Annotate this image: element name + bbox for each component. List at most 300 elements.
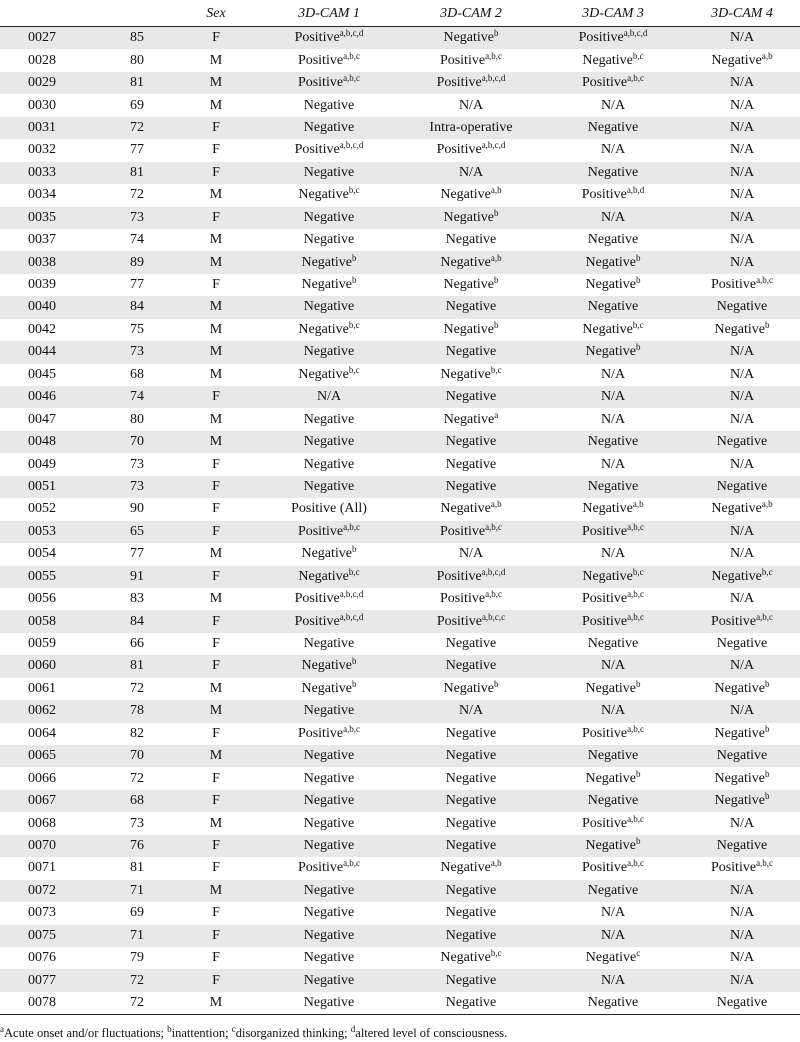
cam4-result: [684, 453, 800, 475]
patient-id: 0060: [0, 655, 100, 677]
cam3-result: [542, 453, 684, 475]
cam2-result: [400, 27, 542, 50]
result-text: N/A: [458, 164, 484, 180]
cam2-result: [400, 700, 542, 722]
patient-id: 0066: [28, 770, 56, 786]
result-text: Negative: [443, 30, 495, 46]
cam3-result: [542, 969, 684, 991]
result-criteria: b: [494, 207, 499, 218]
result-text: Negative: [587, 434, 639, 450]
age: 72: [130, 187, 144, 203]
result-text: Positive: [581, 187, 627, 203]
sex: F: [174, 162, 258, 184]
result-text: N/A: [600, 97, 626, 113]
result-text: Negative: [587, 164, 639, 180]
sex: F: [174, 117, 258, 139]
result-text: Negative: [303, 411, 355, 427]
result-criteria: b,c: [761, 566, 773, 577]
result-text: Negative: [585, 680, 637, 696]
result-text: N/A: [729, 119, 755, 135]
cam2-result: [400, 296, 542, 318]
cam3-result: [542, 947, 684, 969]
cam2-result: [400, 408, 542, 430]
sex: M: [209, 97, 223, 113]
result-text: Negative: [303, 770, 355, 786]
cam2-result: [400, 610, 542, 632]
result-text: Negative: [445, 478, 497, 494]
sex: M: [209, 411, 223, 427]
cam4-result: [684, 319, 800, 341]
age: 73: [130, 456, 144, 472]
cam1-result: [258, 139, 400, 161]
cam3-result: [542, 812, 684, 834]
result-text: N/A: [729, 187, 755, 203]
cam2-result: [400, 790, 542, 812]
table-row: [0, 274, 800, 296]
table-row: [0, 678, 800, 700]
result-criteria: a,b,c: [343, 858, 361, 869]
cam1-result: [258, 386, 400, 408]
result-text: Negative: [301, 658, 353, 674]
cam3-result: [542, 274, 684, 296]
table-row: [0, 925, 800, 947]
patient-id: 0029: [0, 72, 100, 94]
result-criteria: a,b: [490, 252, 502, 263]
result-criteria: b: [765, 768, 770, 779]
result-text: Negative: [587, 882, 639, 898]
age: 72: [130, 680, 144, 696]
result-criteria: b: [352, 678, 357, 689]
cam4-result: [684, 678, 800, 700]
cam4-result: [684, 588, 800, 610]
result-text: Positive: [436, 613, 482, 629]
cam2-result: [400, 229, 542, 251]
header-3dcam-1: 3D-CAM 1: [258, 4, 400, 27]
sex: M: [174, 296, 258, 318]
table-row: [0, 296, 800, 318]
cam1-result: [258, 94, 400, 116]
result-criteria: b: [636, 252, 641, 263]
sex: M: [174, 251, 258, 273]
result-criteria: a,b,c: [343, 50, 361, 61]
patient-id: 0071: [28, 860, 56, 876]
sex: F: [212, 770, 220, 786]
cam4-result: [684, 386, 800, 408]
result-text: N/A: [729, 658, 755, 674]
sex: F: [174, 27, 258, 50]
result-text: N/A: [600, 972, 626, 988]
result-criteria: b,c: [490, 364, 502, 375]
result-text: N/A: [729, 75, 755, 91]
cam4-result: [684, 94, 800, 116]
result-criteria: b: [765, 723, 770, 734]
result-text: Negative: [582, 501, 633, 517]
cam1-result: [258, 431, 400, 453]
patient-id: 0064: [28, 725, 56, 741]
sex: M: [209, 366, 223, 382]
result-text: Negative: [298, 187, 349, 203]
result-text: Negative: [716, 299, 768, 315]
sex: M: [209, 187, 223, 203]
result-criteria: b: [494, 275, 499, 286]
result-text: Negative: [443, 277, 495, 293]
cam4-result: [684, 184, 800, 206]
result-text: Negative: [587, 232, 639, 248]
table-row: [0, 969, 800, 991]
result-text: N/A: [729, 411, 755, 427]
result-criteria: a,b: [761, 499, 773, 510]
age: 84: [100, 296, 174, 318]
cam1-result: [258, 184, 400, 206]
cam3-result: [542, 408, 684, 430]
cam1-result: [258, 969, 400, 991]
result-text: Negative: [445, 837, 497, 853]
age: 81: [100, 72, 174, 94]
age: 71: [100, 925, 174, 947]
cam1-result: [258, 947, 400, 969]
cam4-result: [684, 139, 800, 161]
cam3-result: [542, 49, 684, 71]
result-text: Negative: [303, 478, 355, 494]
result-text: Positive: [436, 568, 482, 584]
table-row: [0, 162, 800, 184]
result-text: Negative: [301, 680, 353, 696]
age: 81: [130, 860, 144, 876]
cam2-result: [400, 767, 542, 789]
result-criteria: b: [494, 28, 499, 39]
cam4-result: [684, 947, 800, 969]
result-text: Negative: [714, 793, 766, 809]
cam3-result: [542, 566, 684, 588]
result-criteria: a,b,c,d: [481, 566, 506, 577]
cam3-result: [542, 319, 684, 341]
cam2-result: [400, 319, 542, 341]
result-text: N/A: [729, 344, 755, 360]
patient-id: 0062: [0, 700, 100, 722]
patient-id: 0065: [0, 745, 100, 767]
result-text: Negative: [445, 972, 497, 988]
patient-id: 0034: [28, 187, 56, 203]
header-3dcam-4: 3D-CAM 4: [684, 4, 800, 27]
result-text: Negative: [711, 52, 762, 68]
age: 73: [100, 207, 174, 229]
result-text: Positive: [436, 75, 482, 91]
result-text: Negative: [714, 770, 766, 786]
result-text: Negative: [440, 950, 491, 966]
result-criteria: b,c: [348, 185, 360, 196]
table-row: [0, 857, 800, 879]
result-text: Negative: [587, 636, 639, 652]
age: 71: [100, 880, 174, 902]
patient-id: 0047: [28, 411, 56, 427]
table-row: [0, 812, 800, 834]
cam1-result: [258, 117, 400, 139]
result-text: Negative: [440, 501, 491, 517]
cam4-result: [684, 274, 800, 296]
cam1-result: [258, 880, 400, 902]
result-text: Negative: [585, 254, 637, 270]
age: 81: [100, 162, 174, 184]
result-criteria: a,b,c: [343, 521, 361, 532]
cam1-result: [258, 767, 400, 789]
patient-id: 0032: [28, 142, 56, 158]
cam2-result: [400, 498, 542, 520]
cam2-result: [400, 812, 542, 834]
result-text: Negative: [303, 927, 355, 943]
result-text: Positive: [581, 815, 628, 831]
sex: M: [174, 72, 258, 94]
result-text: Positive: [439, 52, 486, 68]
table-row: [0, 72, 800, 94]
table-row: [0, 767, 800, 789]
result-text: Negative: [445, 927, 497, 943]
results-table: [0, 4, 800, 1015]
result-criteria: a,b,c: [343, 723, 361, 734]
result-text: Positive: [581, 725, 628, 741]
cam3-result: [542, 27, 684, 50]
patient-id: 0072: [0, 880, 100, 902]
result-text: Negative: [301, 277, 353, 293]
result-text: Positive: [581, 613, 628, 629]
result-criteria: a,b,c: [627, 813, 645, 824]
sex: M: [209, 680, 223, 696]
result-criteria: b: [494, 319, 499, 330]
patient-id: 0049: [28, 456, 56, 472]
result-text: Negative: [716, 478, 768, 494]
cam4-result: [684, 431, 800, 453]
age: 82: [130, 725, 144, 741]
cam3-result: [542, 588, 684, 610]
result-text: Negative: [445, 748, 497, 764]
result-text: N/A: [729, 30, 755, 46]
result-text: N/A: [729, 905, 755, 921]
table-row: [0, 139, 800, 161]
sex: F: [174, 969, 258, 991]
cam1-result: [258, 588, 400, 610]
result-text: Negative: [711, 501, 762, 517]
cam4-result: [684, 364, 800, 386]
cam3-result: [542, 633, 684, 655]
table-row: [0, 835, 800, 857]
result-criteria: a,b,c,d: [339, 611, 364, 622]
age: 77: [130, 142, 144, 158]
cam4-result: [684, 498, 800, 520]
table-row: [0, 94, 800, 116]
result-text: Negative: [716, 434, 768, 450]
footnote-text: inattention;: [171, 1026, 232, 1040]
patient-id: 0078: [0, 992, 100, 1015]
result-criteria: a,b,c,d: [339, 140, 364, 151]
cam1-result: [258, 229, 400, 251]
patient-id: 0053: [0, 521, 100, 543]
cam1-result: [258, 72, 400, 94]
cam4-result: [684, 476, 800, 498]
cam1-result: [258, 274, 400, 296]
cam2-result: [400, 678, 542, 700]
result-criteria: b,c: [632, 319, 644, 330]
result-text: N/A: [729, 254, 755, 270]
sex: F: [174, 835, 258, 857]
result-criteria: b,c: [348, 566, 360, 577]
cam3-result: [542, 880, 684, 902]
result-text: Negative: [585, 950, 637, 966]
result-text: Negative: [301, 254, 353, 270]
patient-id: 0046: [0, 386, 100, 408]
result-text: N/A: [458, 703, 484, 719]
cam2-result: [400, 431, 542, 453]
result-criteria: a,b,c: [485, 521, 503, 532]
age: 68: [130, 366, 144, 382]
patient-id: 0056: [28, 591, 56, 607]
cam3-result: [542, 296, 684, 318]
cam4-result: [684, 723, 800, 745]
result-text: Negative: [303, 209, 355, 225]
result-criteria: a,b,c: [756, 275, 774, 286]
result-text: Negative: [303, 882, 355, 898]
table-row: [0, 610, 800, 632]
age: 70: [100, 745, 174, 767]
table-row: [0, 655, 800, 677]
sex: M: [174, 431, 258, 453]
result-text: Negative: [303, 995, 355, 1011]
cam1-result: [258, 835, 400, 857]
result-text: N/A: [600, 703, 626, 719]
result-text: Negative: [445, 456, 497, 472]
result-criteria: a,b,c: [485, 589, 503, 600]
patient-id: 0073: [28, 905, 56, 921]
cam4-result: [684, 902, 800, 924]
age: 76: [100, 835, 174, 857]
cam4-result: [684, 117, 800, 139]
sex: F: [212, 905, 220, 921]
footnote-marker: b: [167, 1024, 172, 1034]
result-text: N/A: [729, 523, 755, 539]
sex: F: [174, 925, 258, 947]
result-criteria: a,b: [632, 499, 644, 510]
cam1-result: [258, 700, 400, 722]
result-text: Negative: [443, 411, 495, 427]
result-text: Negative: [587, 119, 639, 135]
patient-id: 0038: [0, 251, 100, 273]
result-text: N/A: [729, 927, 755, 943]
result-criteria: b,c: [632, 566, 644, 577]
cam4-result: [684, 49, 800, 71]
cam1-result: [258, 364, 400, 386]
result-criteria: b: [765, 791, 770, 802]
result-text: Positive: [581, 591, 628, 607]
patient-id: 0048: [0, 431, 100, 453]
sex: M: [174, 341, 258, 363]
cam4-result: [684, 925, 800, 947]
result-text: Negative: [445, 905, 497, 921]
cam4-result: [684, 857, 800, 879]
result-text: Negative: [303, 905, 355, 921]
cam3-result: [542, 364, 684, 386]
result-text: N/A: [729, 366, 755, 382]
table-row: [0, 184, 800, 206]
cam3-result: [542, 386, 684, 408]
header-row: [0, 4, 800, 27]
result-text: N/A: [729, 815, 755, 831]
patient-id: 0042: [28, 321, 56, 337]
result-text: N/A: [600, 366, 626, 382]
cam2-result: [400, 723, 542, 745]
age: 85: [100, 27, 174, 50]
result-text: N/A: [729, 703, 755, 719]
age: 65: [100, 521, 174, 543]
result-text: N/A: [600, 905, 626, 921]
sex: F: [174, 476, 258, 498]
cam2-result: [400, 207, 542, 229]
cam3-result: [542, 700, 684, 722]
result-criteria: a,b,c: [627, 723, 645, 734]
sex: F: [174, 790, 258, 812]
result-text: Negative: [711, 568, 762, 584]
cam1-result: [258, 610, 400, 632]
result-criteria: a,b,c: [627, 73, 645, 84]
result-criteria: b: [352, 252, 357, 263]
cam1-result: [258, 566, 400, 588]
result-text: N/A: [600, 927, 626, 943]
table-row: [0, 543, 800, 565]
cam1-result: [258, 521, 400, 543]
age: 89: [100, 251, 174, 273]
sex: F: [212, 501, 220, 517]
cam3-result: [542, 610, 684, 632]
sex: F: [174, 566, 258, 588]
footnote-text: Acute onset and/or fluctuations;: [4, 1026, 168, 1040]
sex: M: [209, 815, 223, 831]
table-row: [0, 117, 800, 139]
table-row: [0, 386, 800, 408]
result-text: Positive: [297, 860, 344, 876]
footnote: [0, 1026, 507, 1041]
result-text: Negative: [303, 950, 355, 966]
result-criteria: a,b,c: [627, 589, 645, 600]
table-row: [0, 476, 800, 498]
result-text: Positive: [710, 613, 757, 629]
result-text: Negative: [445, 636, 497, 652]
result-text: Negative: [303, 703, 355, 719]
result-criteria: a,b: [490, 185, 502, 196]
cam4-result: [684, 543, 800, 565]
result-criteria: c: [636, 948, 641, 959]
result-text: Negative: [298, 568, 349, 584]
result-criteria: a,b: [490, 858, 502, 869]
age: 81: [100, 655, 174, 677]
result-text: Negative: [716, 837, 768, 853]
cam2-result: [400, 588, 542, 610]
result-text: Negative: [303, 344, 355, 360]
result-text: N/A: [729, 950, 755, 966]
cam3-result: [542, 835, 684, 857]
cam3-result: [542, 94, 684, 116]
age: 73: [130, 815, 144, 831]
patient-id: 0035: [0, 207, 100, 229]
result-text: Negative: [445, 995, 497, 1011]
patient-id: 0068: [28, 815, 56, 831]
result-text: N/A: [729, 164, 755, 180]
result-text: Positive (All): [291, 501, 367, 517]
cam1-result: [258, 543, 400, 565]
result-text: Negative: [445, 389, 497, 405]
result-criteria: a: [494, 409, 499, 420]
sex: M: [174, 700, 258, 722]
cam4-result: [684, 700, 800, 722]
table-row: [0, 408, 800, 430]
cam1-result: [258, 27, 400, 50]
sex: M: [174, 880, 258, 902]
